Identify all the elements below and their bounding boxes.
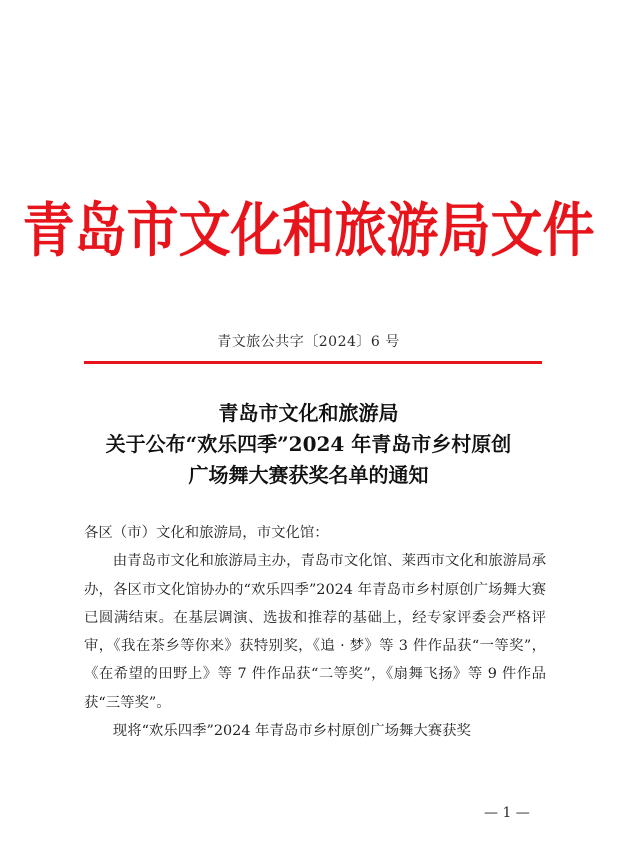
notice-title	[0, 398, 617, 491]
notice-title-line-1: 青岛市文化和旅游局	[218, 401, 399, 425]
body-paragraph-1: 由青岛市文化和旅游局主办，青岛市文化馆、莱西市文化和旅游局承办，各区市文化馆协办的“欢乐四季”2024 年青岛市乡村原创广场舞大赛已圆满结束。在基层调演、选拔和推荐的基础上，经专家评委会严格评审，《我在茶乡等你来》获特别奖，《追 · 梦》等 3 件作品获“一等奖”，《在希望的田野上》等 7 件作品获“二等奖”，《扇舞飞扬》等 9 件作品获“三等奖”。	[84, 553, 546, 711]
document-body	[84, 519, 546, 745]
red-separator-line	[84, 361, 542, 364]
addressee-line: 各区（市）文化和旅游局，市文化馆：	[84, 525, 329, 541]
body-paragraph-2: 现将“欢乐四季”2024 年青岛市乡村原创广场舞大赛获奖	[112, 723, 471, 740]
issuing-authority-title: 青岛市文化和旅游局文件	[22, 198, 595, 266]
notice-title-line-2: 关于公布“欢乐四季”2024 年青岛市乡村原创	[105, 432, 512, 456]
document-number: 青文旅公共字〔2024〕6 号	[217, 334, 400, 350]
notice-title-line-3: 广场舞大赛获奖名单的通知	[188, 463, 429, 487]
page-number: — 1 —	[484, 805, 530, 821]
